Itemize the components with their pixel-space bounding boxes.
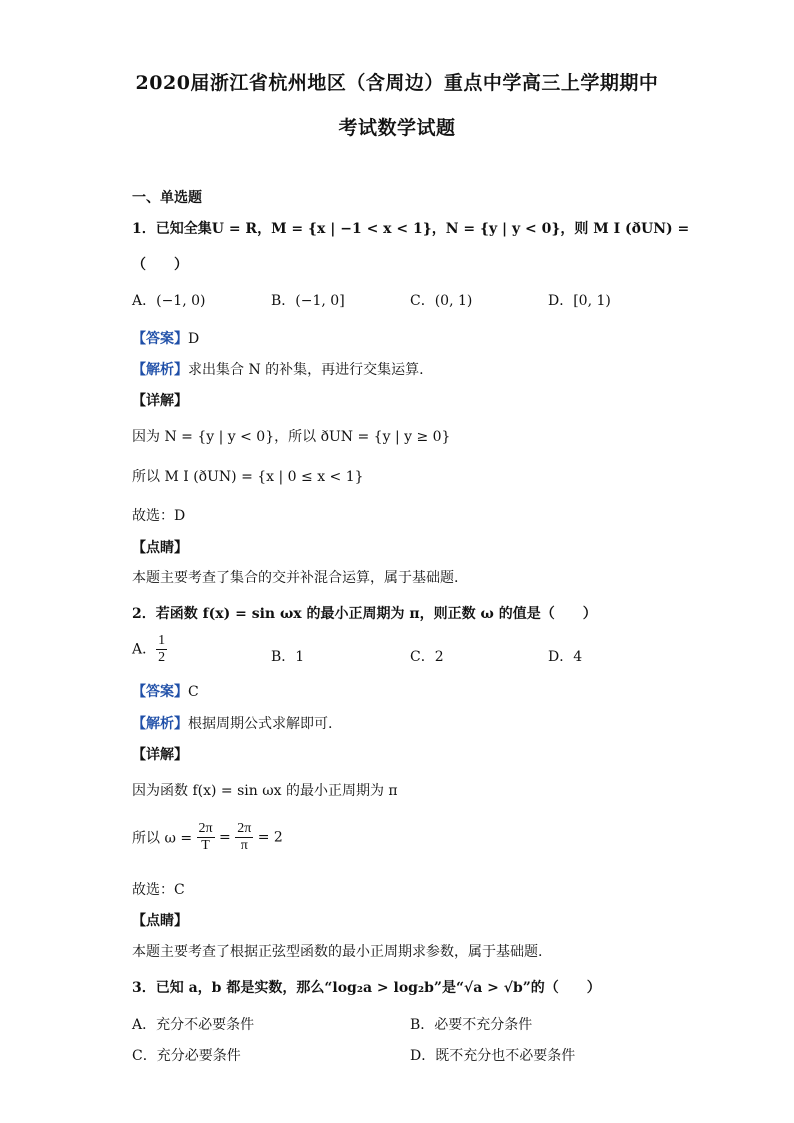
q2-answer: C: [188, 684, 199, 700]
q2-option-a-numerator: 1: [158, 633, 166, 648]
q1-paren: （ ）: [132, 257, 188, 273]
q2-detail2-prefix: 所以 ω =: [132, 830, 193, 847]
q2-equals: =: [219, 829, 231, 846]
q2-comment-tag: 【点睛】: [132, 913, 188, 929]
q1-detail-line1: 因为 N = {y | y < 0}，所以 ðUN = {y | y ≥ 0}: [132, 429, 451, 445]
q1-option-a: A．(−1, 0): [132, 293, 206, 309]
q2-option-a-fraction: [156, 633, 167, 666]
q2-option-c: C．2: [410, 649, 444, 665]
q1-choose: 故选：D: [132, 508, 186, 524]
q1-answer-row: [132, 328, 199, 348]
q2-option-a-denominator: 2: [158, 650, 166, 665]
q2-detail-line1: 因为函数 f(x) = sin ωx 的最小正周期为 π: [132, 783, 398, 799]
q2-fraction-1: [197, 821, 215, 854]
q2-fraction-2: [235, 821, 253, 854]
q3-option-b: B．必要不充分条件: [410, 1017, 533, 1033]
q2-fraction-1-numerator: 2π: [198, 821, 213, 836]
q2-analysis-row: [132, 713, 332, 733]
q2-option-b: B．1: [271, 649, 305, 665]
q1-answer-tag: 【答案】: [132, 331, 188, 347]
q2-option-a: [132, 633, 167, 666]
q1-option-c: C．(0, 1): [410, 293, 473, 309]
q2-stem: 2．若函数 f(x) = sin ωx 的最小正周期为 π，则正数 ω 的值是（ ）: [132, 606, 597, 622]
q1-stem: 1．已知全集U = R，M = {x | −1 < x < 1}，N = {y | y < 0}，则 M I (ðUN) =: [132, 221, 690, 237]
q1-detail-line2: 所以 M I (ðUN) = {x | 0 ≤ x < 1}: [132, 469, 364, 485]
q2-detail2-suffix: = 2: [257, 829, 283, 846]
q1-option-b: B．(−1, 0]: [271, 293, 345, 309]
q3-option-a: A．充分不必要条件: [132, 1017, 255, 1033]
page-title-line1: 2020届浙江省杭州地区（含周边）重点中学高三上学期期中: [135, 72, 659, 94]
q1-comment: 本题主要考查了集合的交并补混合运算，属于基础题.: [132, 570, 459, 586]
q1-analysis-tag: 【解析】: [132, 362, 188, 378]
q2-detail-tag: 【详解】: [132, 747, 188, 763]
q1-comment-tag: 【点睛】: [132, 540, 188, 556]
q3-option-c: C．充分必要条件: [132, 1048, 241, 1064]
q1-detail-tag: 【详解】: [132, 393, 188, 409]
q2-comment: 本题主要考查了根据正弦型函数的最小正周期求参数，属于基础题.: [132, 944, 543, 960]
q1-option-d: D．[0, 1): [548, 293, 611, 309]
q1-answer: D: [188, 331, 200, 347]
q2-answer-tag: 【答案】: [132, 684, 188, 700]
q2-option-d: D．4: [548, 649, 583, 665]
q2-choose: 故选：C: [132, 882, 185, 898]
q3-option-d: D．既不充分也不必要条件: [410, 1048, 576, 1064]
q2-analysis-tag: 【解析】: [132, 716, 188, 732]
q2-fraction-2-numerator: 2π: [237, 821, 252, 836]
section-heading: 一、单选题: [132, 190, 202, 206]
q2-option-a-prefix: A．: [132, 641, 157, 658]
q1-analysis-row: [132, 359, 424, 379]
q2-fraction-2-denominator: π: [240, 838, 248, 853]
q2-analysis: 根据周期公式求解即可.: [188, 716, 333, 732]
q3-stem: 3．已知 a，b 都是实数，那么“log₂a > log₂b”是“√a > √b”的（ ）: [132, 980, 601, 996]
q1-analysis: 求出集合 N 的补集，再进行交集运算.: [188, 362, 424, 378]
page-title-line2: 考试数学试题: [338, 117, 456, 139]
q2-fraction-1-denominator: T: [201, 838, 210, 853]
q2-detail-line2: [132, 821, 283, 854]
q2-answer-row: [132, 681, 199, 701]
